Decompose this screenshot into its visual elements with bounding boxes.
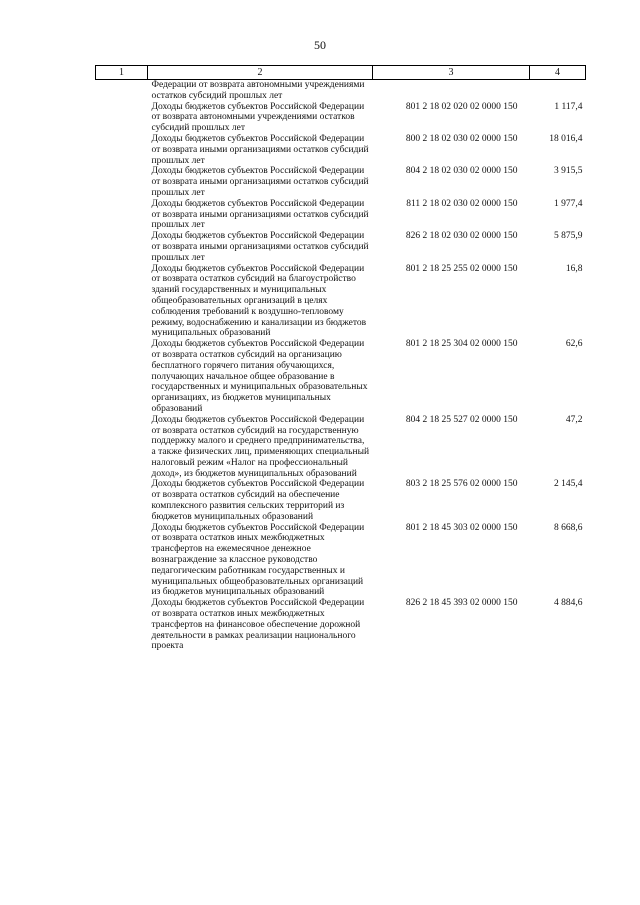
row-amount: 5 875,9 <box>554 231 583 242</box>
row-code: 801 2 18 45 303 02 0000 150 <box>405 522 518 533</box>
column-header-4: 4 <box>530 66 586 80</box>
row-description: Доходы бюджетов субъектов Российской Федерации от возврата иными организациями остатков субсидий прошлых лет <box>151 133 369 166</box>
row-amount: 62,6 <box>565 339 583 350</box>
row-code: 811 2 18 02 030 02 0000 150 <box>406 198 518 209</box>
table-row <box>96 264 586 340</box>
row-code: 804 2 18 25 527 02 0000 150 <box>405 414 518 425</box>
row-amount: 8 668,6 <box>554 522 583 533</box>
table-header-row <box>96 66 586 80</box>
row-description: Федерации от возврата автономными учреждениями остатков субсидий прошлых лет <box>151 80 365 101</box>
row-code: 804 2 18 02 030 02 0000 150 <box>405 166 518 177</box>
table-row <box>96 199 586 231</box>
table-row <box>96 80 586 102</box>
row-amount: 16,8 <box>565 263 583 274</box>
row-description: Доходы бюджетов субъектов Российской Федерации от возврата остатков субсидий на государственную поддержку малого и среднего предпринимательства, а также физических лиц, применяющих специальный налоговый режим «Налог на профессиональный доход», из бюджетов муниципальных образований <box>151 414 370 479</box>
table-row <box>96 231 586 263</box>
row-code: 803 2 18 25 576 02 0000 150 <box>405 479 518 490</box>
table-row <box>96 598 586 652</box>
row-amount: 1 117,4 <box>554 101 583 112</box>
table-row <box>96 339 586 415</box>
row-amount: 1 977,4 <box>554 198 583 209</box>
row-description: Доходы бюджетов субъектов Российской Федерации от возврата остатков субсидий на организацию бесплатного горячего питания обучающихся, получающих начальное общее образование в государственных и муниципальных образовательных организациях, из бюджетов муниципальных образований <box>151 339 368 414</box>
row-description: Доходы бюджетов субъектов Российской Федерации от возврата иными организациями остатков субсидий прошлых лет <box>151 166 369 198</box>
column-header-2: 2 <box>148 66 373 80</box>
table-row <box>96 415 586 480</box>
column-header-3: 3 <box>373 66 530 80</box>
row-description: Доходы бюджетов субъектов Российской Федерации от возврата иными организациями остатков субсидий прошлых лет <box>151 231 369 263</box>
row-description: Доходы бюджетов субъектов Российской Федерации от возврата остатков иных межбюджетных трансфертов на финансовое обеспечение дорожной деятельности в рамках реализации национального проекта <box>151 598 365 652</box>
row-amount: 47,2 <box>565 414 583 425</box>
row-code: 826 2 18 45 393 02 0000 150 <box>405 598 518 609</box>
row-amount: 18 016,4 <box>549 133 583 144</box>
row-amount: 3 915,5 <box>554 166 583 177</box>
page-number: 50 <box>314 38 326 52</box>
row-code: 826 2 18 02 030 02 0000 150 <box>405 231 518 242</box>
column-header-1: 1 <box>96 66 148 80</box>
row-amount: 4 884,6 <box>554 598 583 609</box>
table-row <box>96 166 586 198</box>
revenue-table <box>95 65 586 652</box>
row-description: Доходы бюджетов субъектов Российской Федерации от возврата остатков субсидий на благоустройство зданий государственных и муниципальных общеобразовательных организаций в целях соблюдения требований к воздушно-тепловому режиму, водоснабжению и канализации из бюджетов муниципальных образований <box>151 263 367 339</box>
row-description: Доходы бюджетов субъектов Российской Федерации от возврата остатков субсидий на обеспечение комплексного развития сельских территорий из бюджетов муниципальных образований <box>151 479 365 522</box>
row-code: 800 2 18 02 030 02 0000 150 <box>405 133 518 144</box>
row-description: Доходы бюджетов субъектов Российской Федерации от возврата иными организациями остатков субсидий прошлых лет <box>151 198 369 231</box>
row-code: 801 2 18 25 255 02 0000 150 <box>405 263 518 274</box>
row-code: 801 2 18 25 304 02 0000 150 <box>405 339 518 350</box>
row-amount <box>530 80 586 102</box>
table-row <box>96 523 586 599</box>
row-code <box>373 80 530 102</box>
table-row <box>96 102 586 134</box>
row-code: 801 2 18 02 020 02 0000 150 <box>405 101 518 112</box>
table-row <box>96 134 586 166</box>
row-description: Доходы бюджетов субъектов Российской Федерации от возврата остатков иных межбюджетных трансфертов на ежемесячное денежное вознаграждение за классное руководство педагогическим работникам государственных и муниципальных общеобразовательных организаций из бюджетов муниципальных образований <box>151 522 365 598</box>
row-amount: 2 145,4 <box>554 479 583 490</box>
table-row <box>96 479 586 522</box>
row-description: Доходы бюджетов субъектов Российской Федерации от возврата автономными учреждениями остатков субсидий прошлых лет <box>151 101 365 134</box>
